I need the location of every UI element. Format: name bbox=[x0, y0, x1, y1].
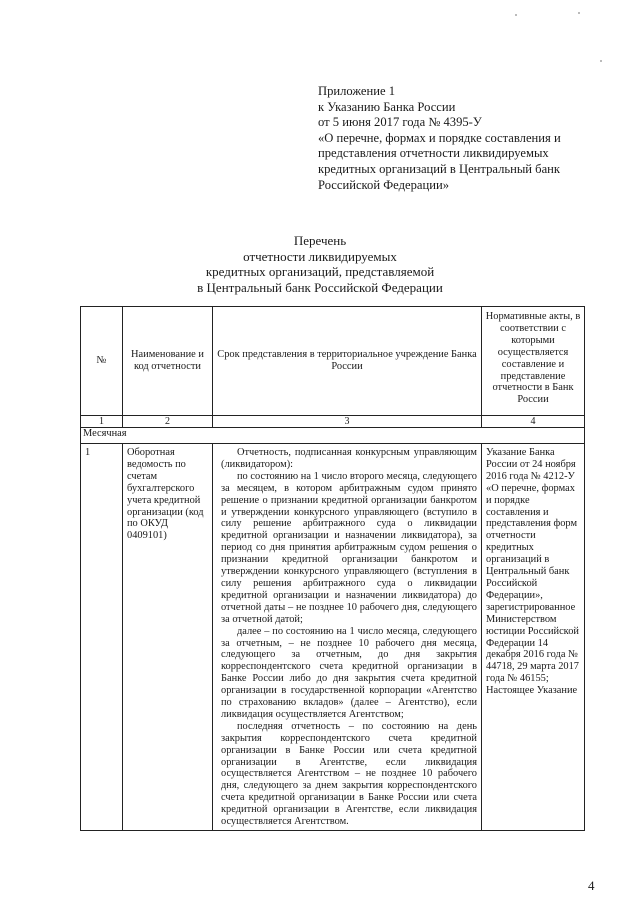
section-row bbox=[81, 428, 585, 444]
page-number: 4 bbox=[588, 878, 595, 893]
table-header-row bbox=[81, 307, 585, 416]
scan-speck bbox=[515, 14, 517, 16]
submission-terms bbox=[213, 444, 482, 831]
column-number: 2 bbox=[123, 416, 213, 428]
title-line: в Центральный банк Российской Федерации bbox=[197, 279, 443, 295]
annex-header bbox=[318, 84, 618, 193]
annex-line: Российской Федерации» bbox=[318, 177, 449, 192]
scan-speck bbox=[600, 60, 602, 62]
section-label: Месячная bbox=[81, 428, 585, 444]
column-number-row bbox=[81, 416, 585, 428]
document-title bbox=[150, 233, 490, 295]
annex-line: представления отчетности ликвидируемых bbox=[318, 146, 549, 161]
regulatory-acts: Указание Банка России от 24 ноября 2016 года № 4212-У «О перечне, формах и порядке составления и представления форм отчетности кредитных организаций в Центральный банк Российской Федерации», зарегистрированное Министерством юстиции Российской Федерации 14 декабря 2016 года № 44718, 29 марта 2017 года № 46155; Настоящее Указание bbox=[482, 444, 585, 831]
annex-line: «О перечне, формах и порядке составления и bbox=[318, 130, 561, 145]
title-line: Перечень bbox=[293, 233, 347, 248]
annex-line: от 5 июня 2017 года № 4395-У bbox=[318, 115, 482, 130]
title-line: отчетности ликвидируемых bbox=[243, 248, 397, 264]
row-number: 1 bbox=[81, 444, 123, 831]
column-number: 3 bbox=[213, 416, 482, 428]
title-line: кредитных организаций, представляемой bbox=[205, 264, 435, 279]
header-name: Наименование и код отчетности bbox=[123, 307, 213, 416]
column-number: 4 bbox=[482, 416, 585, 428]
header-deadline: Срок представления в территориальное учреждение Банка России bbox=[213, 307, 482, 416]
report-name: Оборотная ведомость по счетам бухгалтерского учета кредитной организации (код по ОКУД 0409101) bbox=[123, 444, 213, 831]
annex-line: кредитных организаций в Центральный банк bbox=[318, 161, 561, 176]
column-number: 1 bbox=[81, 416, 123, 428]
table-row bbox=[81, 444, 585, 831]
terms-paragraph: далее – по состоянию на 1 число месяца, следующего за отчетным, – не позднее 10 рабочего дня месяца, следующего за отчетным, до дня закрытия корреспондентского счета кредитной организации в Банке России либо до дня закрытия счета кредитной организации в государственной корпорации «Агентство по страхованию вкладов» (далее – Агентство), если ликвидация осуществляется Агентством; bbox=[221, 625, 477, 720]
header-number: № bbox=[81, 307, 123, 416]
annex-line: к Указанию Банка России bbox=[318, 99, 456, 114]
annex-line: Приложение 1 bbox=[318, 84, 396, 98]
scan-speck bbox=[578, 12, 580, 14]
reporting-table bbox=[80, 306, 585, 831]
terms-paragraph: по состоянию на 1 число второго месяца, следующего за месяцем, в котором арбитражным судом принято решение о признании кредитной организации банкротом и утверждении конкурсного управляющего (вступило в силу решение арбитражного суда о ликвидации кредитной организации и назначении ликвидатора), за период со дня принятия арбитражным судом решения о признании кредитной организации банкротом и утверждении конкурсного управляющего (вступления в силу решения арбитражного суда о ликвидации кредитной организации и назначении ликвидатора) до отчетной даты – не позднее 10 рабочего дня, следующего за отчетной датой; bbox=[221, 470, 477, 625]
terms-paragraph: последняя отчетность – по состоянию на день закрытия корреспондентского счета кредитной организации в Банке России или счета кредитной организации в Агентстве, если ликвидация осуществляется Агентством – не позднее 10 рабочего дня, следующего за днем закрытия корреспондентского счета кредитной организации в Банке России или счета кредитной организации в Агентстве, если ликвидация осуществляется Агентством. bbox=[221, 720, 477, 828]
terms-paragraph: Отчетность, подписанная конкурсным управляющим (ликвидатором): bbox=[221, 447, 477, 470]
header-acts: Нормативные акты, в соответствии с которыми осуществляется составление и представление отчетности в Банк России bbox=[482, 307, 585, 416]
